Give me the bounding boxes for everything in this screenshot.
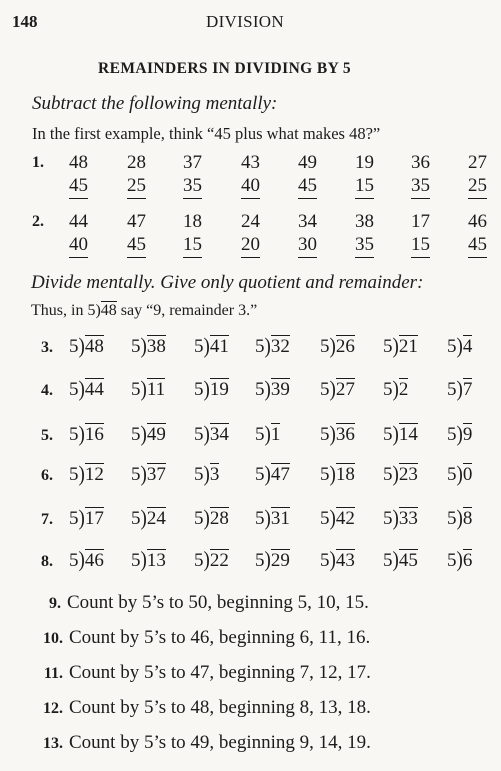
- divisor: 5: [131, 464, 141, 485]
- divisor: 5: [69, 336, 79, 357]
- division-problem: [320, 335, 355, 358]
- subtrahend-row: [127, 174, 146, 199]
- divisor: 5: [255, 424, 265, 445]
- page-number: 148: [12, 12, 38, 31]
- division-bracket: ): [203, 462, 210, 487]
- subtraction-problem: [298, 151, 317, 199]
- subtraction-problem: [468, 151, 487, 199]
- divisor: 5: [131, 424, 141, 445]
- division-problem: [131, 335, 166, 358]
- subtrahend: 45: [127, 233, 146, 258]
- division-problem: [194, 423, 229, 446]
- exercise-number: 12.: [43, 700, 63, 717]
- dividend: 39: [270, 379, 290, 400]
- counting-exercise: [33, 627, 370, 649]
- dividend: 34: [209, 424, 229, 445]
- dividend: 14: [398, 424, 418, 445]
- divisor: 5: [447, 508, 457, 529]
- division-problem: [320, 549, 355, 572]
- subtrahend-row: [241, 233, 260, 258]
- subtrahend-row: [69, 233, 88, 258]
- dividend: 24: [146, 508, 166, 529]
- dividend: 42: [335, 508, 355, 529]
- subtraction-problem: [183, 151, 202, 199]
- subtraction-problem: [298, 210, 317, 258]
- dividend: 4: [462, 336, 473, 357]
- division-bracket: ): [392, 334, 399, 359]
- subtrahend: 25: [127, 174, 146, 199]
- division-problem: [194, 378, 229, 401]
- subtrahend: 40: [69, 233, 88, 258]
- divisor: 5: [255, 336, 265, 357]
- dividend: 12: [84, 464, 104, 485]
- division-problem: [383, 463, 418, 486]
- division-problem: [69, 378, 104, 401]
- dividend: 41: [209, 336, 229, 357]
- divisor: 5: [383, 336, 393, 357]
- division-bracket: ): [456, 422, 463, 447]
- subtrahend-row: [411, 233, 430, 258]
- divisor: 5: [194, 550, 204, 571]
- exercise-text: Count by 5’s to 48, beginning 8, 13, 18.: [69, 697, 371, 718]
- subtrahend: 45: [468, 233, 487, 258]
- division-bracket: ): [140, 377, 147, 402]
- dividend: 1: [270, 424, 281, 445]
- division-problem: [447, 423, 472, 446]
- division-bracket: ): [203, 377, 210, 402]
- dividend: 43: [335, 550, 355, 571]
- subtraction-problem: [411, 151, 430, 199]
- division-bracket: ): [140, 548, 147, 573]
- division-problem: [383, 549, 418, 572]
- division-problem: [131, 507, 166, 530]
- exercise-number: 2.: [32, 213, 44, 230]
- divisor: 5: [383, 508, 393, 529]
- minuend: 47: [127, 211, 146, 232]
- division-problem: [131, 423, 166, 446]
- divisor: 5: [131, 336, 141, 357]
- division-bracket: ): [78, 462, 85, 487]
- dividend: 49: [146, 424, 166, 445]
- division-problem: [383, 378, 408, 401]
- exercise-number: 13.: [43, 735, 63, 752]
- section-heading: REMAINDERS IN DIVIDING BY 5: [98, 60, 352, 77]
- divisor: 5: [194, 336, 204, 357]
- division-bracket: ): [392, 506, 399, 531]
- division-problem: [131, 463, 166, 486]
- counting-exercise: [33, 732, 371, 754]
- divisor: 5: [383, 464, 393, 485]
- divisor: 5: [255, 508, 265, 529]
- divisor: 5: [69, 508, 79, 529]
- divide-example-note: [31, 302, 257, 320]
- exercise-text: Count by 5’s to 47, beginning 7, 12, 17.: [69, 662, 371, 683]
- division-bracket: ): [264, 422, 271, 447]
- subtraction-problem: [355, 210, 374, 258]
- subtrahend-row: [355, 233, 374, 258]
- subtrahend: 45: [69, 174, 88, 199]
- division-bracket: ): [329, 548, 336, 573]
- subtrahend-row: [127, 233, 146, 258]
- division-bracket: ): [456, 548, 463, 573]
- subtraction-problem: [69, 151, 88, 199]
- minuend: 49: [298, 152, 317, 173]
- minuend: 27: [468, 152, 487, 173]
- divisor: 5: [131, 550, 141, 571]
- counting-exercise: [33, 662, 371, 684]
- divisor: 5: [447, 464, 457, 485]
- divisor: 5: [69, 424, 79, 445]
- dividend: 9: [462, 424, 473, 445]
- minuend: 18: [183, 211, 202, 232]
- divisor: 5: [383, 550, 393, 571]
- subtrahend: 30: [298, 233, 317, 258]
- divisor: 5: [320, 464, 330, 485]
- division-problem: [447, 507, 472, 530]
- subtrahend-row: [241, 174, 260, 199]
- dividend: 29: [270, 550, 290, 571]
- minuend: 38: [355, 211, 374, 232]
- subtraction-problem: [468, 210, 487, 258]
- division-problem: [383, 507, 418, 530]
- dividend: 13: [146, 550, 166, 571]
- counting-exercise: [33, 592, 369, 614]
- minuend: 19: [355, 152, 374, 173]
- dividend: 22: [209, 550, 229, 571]
- subtraction-problem: [127, 210, 146, 258]
- division-problem: [320, 378, 355, 401]
- dividend: 2: [398, 379, 409, 400]
- division-bracket: ): [392, 377, 399, 402]
- division-problem: [131, 549, 166, 572]
- subtrahend-row: [468, 174, 487, 199]
- dividend: 44: [84, 379, 104, 400]
- minuend: 46: [468, 211, 487, 232]
- dividend: 8: [462, 508, 473, 529]
- subtrahend-row: [183, 233, 202, 258]
- dividend: 28: [209, 508, 229, 529]
- dividend: 11: [146, 379, 166, 400]
- dividend: 19: [209, 379, 229, 400]
- division-bracket: ): [329, 334, 336, 359]
- divisor: 5: [447, 336, 457, 357]
- divisor: 5: [194, 464, 204, 485]
- dividend: 18: [335, 464, 355, 485]
- division-problem: [69, 463, 104, 486]
- subtraction-problem: [127, 151, 146, 199]
- subtrahend: 15: [183, 233, 202, 258]
- division-problem: [194, 507, 229, 530]
- dividend: 0: [462, 464, 473, 485]
- division-bracket: ): [78, 548, 85, 573]
- division-bracket: ): [392, 462, 399, 487]
- exercise-number: 9.: [49, 595, 61, 612]
- division-bracket: ): [329, 377, 336, 402]
- divisor: 5: [320, 424, 330, 445]
- division-bracket: ): [456, 506, 463, 531]
- dividend: 3: [209, 464, 220, 485]
- subtrahend-row: [411, 174, 430, 199]
- division-bracket: ): [329, 506, 336, 531]
- exercise-number: 8.: [41, 553, 53, 570]
- division-bracket: ): [140, 506, 147, 531]
- divide-instruction: Divide mentally. Give only quotient and remainder:: [31, 272, 424, 293]
- divisor: 5: [131, 379, 141, 400]
- subtrahend-row: [183, 174, 202, 199]
- dividend: 27: [335, 379, 355, 400]
- note-suffix: say “9, remainder 3.”: [116, 302, 258, 319]
- minuend: 17: [411, 211, 430, 232]
- subtrahend: 15: [355, 174, 374, 199]
- note-prefix: Thus, in 5): [31, 302, 101, 319]
- divisor: 5: [255, 550, 265, 571]
- division-problem: [69, 335, 104, 358]
- division-bracket: ): [203, 506, 210, 531]
- divisor: 5: [320, 550, 330, 571]
- division-bracket: ): [456, 334, 463, 359]
- exercise-number: 5.: [41, 427, 53, 444]
- dividend: 38: [146, 336, 166, 357]
- exercise-text: Count by 5’s to 50, beginning 5, 10, 15.: [67, 592, 369, 613]
- divisor: 5: [255, 464, 265, 485]
- division-problem: [447, 463, 472, 486]
- division-problem: [383, 335, 418, 358]
- division-problem: [255, 463, 290, 486]
- division-bracket: ): [329, 422, 336, 447]
- subtrahend-row: [355, 174, 374, 199]
- division-bracket: ): [140, 422, 147, 447]
- division-bracket: ): [203, 548, 210, 573]
- exercise-number: 11.: [43, 665, 63, 682]
- exercise-number: 10.: [43, 630, 63, 647]
- divisor: 5: [447, 424, 457, 445]
- divisor: 5: [320, 336, 330, 357]
- division-bracket: ): [78, 506, 85, 531]
- division-problem: [69, 549, 104, 572]
- divisor: 5: [320, 508, 330, 529]
- dividend: 7: [462, 379, 473, 400]
- minuend: 28: [127, 152, 146, 173]
- division-problem: [255, 378, 290, 401]
- subtrahend-row: [298, 174, 317, 199]
- dividend: 33: [398, 508, 418, 529]
- subtraction-problem: [69, 210, 88, 258]
- divisor: 5: [69, 379, 79, 400]
- subtrahend: 35: [355, 233, 374, 258]
- dividend: 32: [270, 336, 290, 357]
- subtraction-problem: [241, 210, 260, 258]
- divisor: 5: [194, 508, 204, 529]
- dividend: 48: [84, 336, 104, 357]
- dividend: 45: [398, 550, 418, 571]
- division-bracket: ): [203, 334, 210, 359]
- division-problem: [69, 507, 104, 530]
- division-problem: [320, 507, 355, 530]
- minuend: 36: [411, 152, 430, 173]
- exercise-number: 6.: [41, 467, 53, 484]
- divisor: 5: [194, 379, 204, 400]
- minuend: 34: [298, 211, 317, 232]
- division-problem: [383, 423, 418, 446]
- subtrahend-row: [298, 233, 317, 258]
- dividend: 23: [398, 464, 418, 485]
- division-problem: [131, 378, 165, 401]
- division-problem: [194, 549, 229, 572]
- minuend: 24: [241, 211, 260, 232]
- running-head: DIVISION: [206, 12, 284, 31]
- subtraction-problem: [411, 210, 430, 258]
- subtrahend: 35: [183, 174, 202, 199]
- division-bracket: ): [264, 506, 271, 531]
- division-problem: [320, 463, 355, 486]
- dividend: 37: [146, 464, 166, 485]
- divisor: 5: [69, 464, 79, 485]
- minuend: 43: [241, 152, 260, 173]
- minuend: 37: [183, 152, 202, 173]
- divisor: 5: [447, 379, 457, 400]
- divisor: 5: [383, 424, 393, 445]
- division-bracket: ): [78, 377, 85, 402]
- division-bracket: ): [78, 334, 85, 359]
- subtrahend: 40: [241, 174, 260, 199]
- division-problem: [320, 423, 355, 446]
- division-bracket: ): [264, 334, 271, 359]
- minuend: 48: [69, 152, 88, 173]
- divisor: 5: [383, 379, 393, 400]
- division-bracket: ): [456, 377, 463, 402]
- division-problem: [447, 549, 472, 572]
- division-bracket: ): [78, 422, 85, 447]
- dividend: 47: [270, 464, 290, 485]
- minuend: 44: [69, 211, 88, 232]
- exercise-number: 4.: [41, 382, 53, 399]
- division-bracket: ): [203, 422, 210, 447]
- divisor: 5: [447, 550, 457, 571]
- division-bracket: ): [264, 548, 271, 573]
- exercise-number: 1.: [32, 154, 44, 171]
- subtract-instruction: Subtract the following mentally:: [32, 93, 278, 114]
- division-bracket: ): [392, 548, 399, 573]
- subtrahend: 20: [241, 233, 260, 258]
- exercise-text: Count by 5’s to 46, beginning 6, 11, 16.: [69, 627, 371, 648]
- divisor: 5: [69, 550, 79, 571]
- division-problem: [255, 549, 290, 572]
- division-problem: [447, 335, 472, 358]
- dividend: 46: [84, 550, 104, 571]
- division-problem: [447, 378, 472, 401]
- division-bracket: ): [456, 462, 463, 487]
- divisor: 5: [194, 424, 204, 445]
- division-bracket: ): [392, 422, 399, 447]
- dividend: 31: [270, 508, 290, 529]
- division-problem: [255, 335, 290, 358]
- exercise-number: 7.: [41, 511, 53, 528]
- divisor: 5: [255, 379, 265, 400]
- divisor: 5: [131, 508, 141, 529]
- subtrahend: 45: [298, 174, 317, 199]
- dividend: 36: [335, 424, 355, 445]
- note-dividend: 48: [100, 302, 117, 319]
- subtraction-problem: [183, 210, 202, 258]
- division-problem: [255, 507, 290, 530]
- subtrahend-row: [468, 233, 487, 258]
- division-problem: [194, 463, 219, 486]
- dividend: 17: [84, 508, 104, 529]
- exercise-text: Count by 5’s to 49, beginning 9, 14, 19.: [69, 732, 371, 753]
- exercise-number: 3.: [41, 339, 53, 356]
- dividend: 16: [84, 424, 104, 445]
- subtrahend: 25: [468, 174, 487, 199]
- subtrahend: 35: [411, 174, 430, 199]
- subtraction-problem: [241, 151, 260, 199]
- dividend: 26: [335, 336, 355, 357]
- subtraction-problem: [355, 151, 374, 199]
- counting-exercise: [33, 697, 371, 719]
- divisor: 5: [320, 379, 330, 400]
- division-problem: [255, 423, 280, 446]
- division-problem: [69, 423, 104, 446]
- subtrahend: 15: [411, 233, 430, 258]
- division-bracket: ): [264, 462, 271, 487]
- dividend: 6: [462, 550, 473, 571]
- division-bracket: ): [264, 377, 271, 402]
- division-bracket: ): [140, 462, 147, 487]
- subtrahend-row: [69, 174, 88, 199]
- example-note: In the first example, think “45 plus what makes 48?”: [32, 124, 381, 143]
- dividend: 21: [398, 336, 418, 357]
- division-problem: [194, 335, 229, 358]
- division-bracket: ): [140, 334, 147, 359]
- division-bracket: ): [329, 462, 336, 487]
